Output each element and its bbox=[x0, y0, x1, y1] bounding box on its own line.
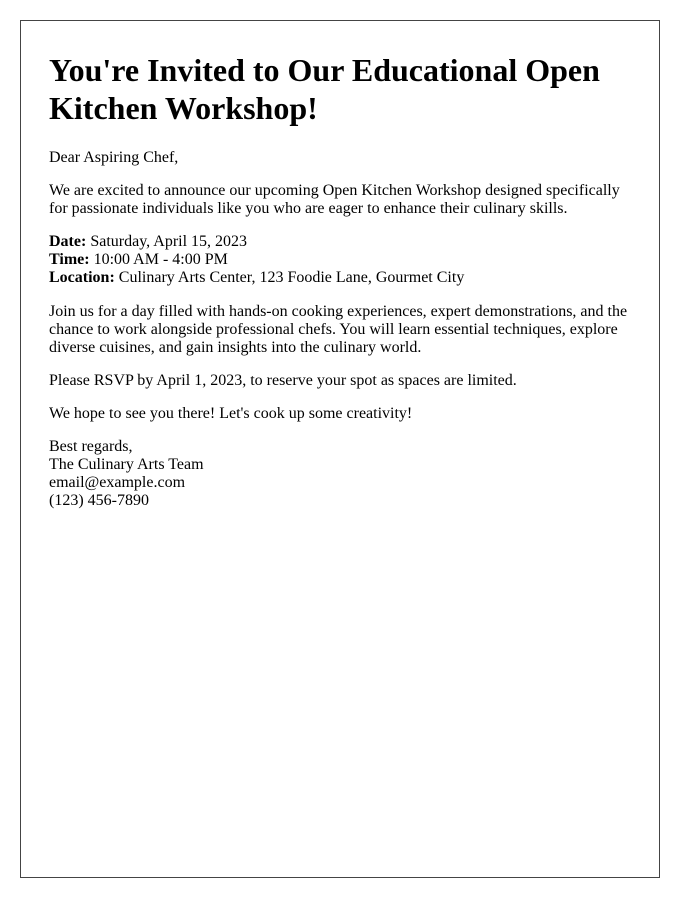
date-label: Date: bbox=[49, 233, 87, 250]
rsvp-paragraph: Please RSVP by April 1, 2023, to reserve your spot as spaces are limited. bbox=[49, 372, 517, 389]
date-row bbox=[49, 233, 631, 251]
time-label: Time: bbox=[49, 251, 90, 268]
time-row bbox=[49, 251, 631, 269]
greeting: Dear Aspiring Chef, bbox=[49, 149, 179, 166]
letter-title: You're Invited to Our Educational Open Kitchen Workshop! bbox=[49, 52, 600, 126]
location-value: Culinary Arts Center, 123 Foodie Lane, Gourmet City bbox=[114, 269, 465, 286]
event-details bbox=[49, 233, 631, 287]
team-name: The Culinary Arts Team bbox=[49, 456, 204, 473]
location-label: Location: bbox=[49, 269, 115, 286]
signoff bbox=[49, 438, 631, 510]
closing-line: We hope to see you there! Let's cook up some creativity! bbox=[49, 405, 413, 422]
body-paragraph: Join us for a day filled with hands-on cooking experiences, expert demonstrations, and the chance to work alongside professional chefs. You will learn essential techniques, explore diverse cuisines, and gain insights into the culinary world. bbox=[49, 303, 628, 356]
time-value: 10:00 AM - 4:00 PM bbox=[89, 251, 228, 268]
invitation-letter bbox=[20, 20, 660, 878]
regards: Best regards, bbox=[49, 438, 133, 455]
contact-phone: (123) 456-7890 bbox=[49, 492, 149, 509]
intro-paragraph: We are excited to announce our upcoming Open Kitchen Workshop designed specifically for passionate individuals like you who are eager to enhance their culinary skills. bbox=[49, 182, 620, 217]
contact-email: email@example.com bbox=[49, 474, 186, 491]
location-row bbox=[49, 269, 631, 287]
date-value: Saturday, April 15, 2023 bbox=[86, 233, 248, 250]
